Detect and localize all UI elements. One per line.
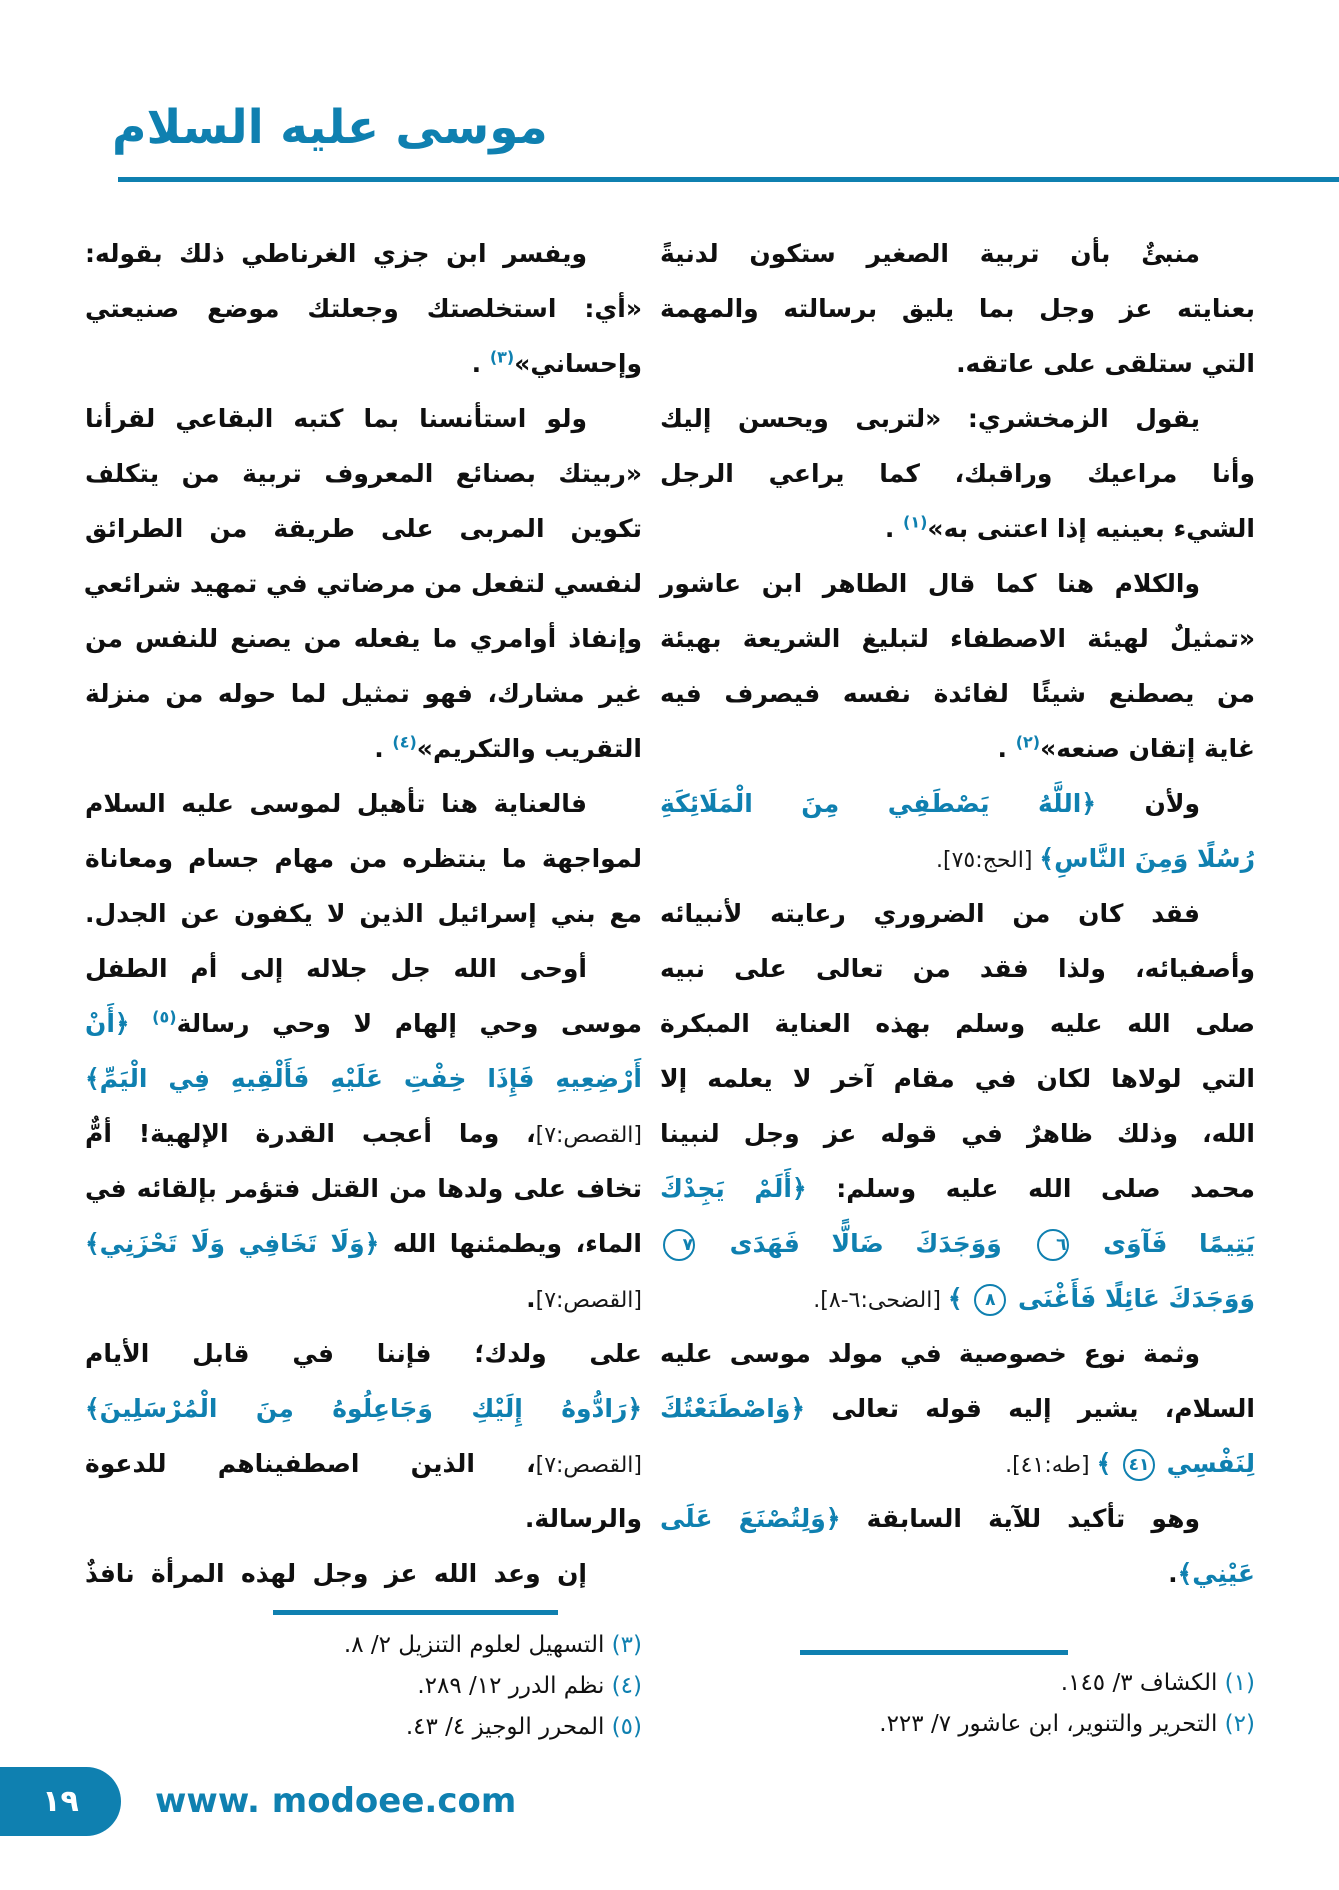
body-text: لمواجهة ما ينتظره من مهام جسام ومعاناة [85, 844, 642, 873]
text-line [660, 501, 1255, 556]
header-divider-rule [118, 177, 1339, 182]
footnote-text: التحرير والتنوير، ابن عاشور ٧/ ٢٢٣. [879, 1711, 1225, 1737]
footnote [85, 1666, 642, 1707]
text-line [85, 501, 642, 556]
body-text: من يصطنع شيئًا لفائدة نفسه فيصرف فيه [660, 679, 1255, 708]
body-text: ، وما أعجب القدرة الإلهية! أمٌّ [85, 1119, 536, 1148]
text-line [85, 1216, 642, 1271]
body-text: صلى الله عليه وسلم بهذه العناية المبكرة [660, 1009, 1255, 1038]
text-line [660, 1381, 1255, 1436]
body-text: والرسالة. [524, 1504, 642, 1533]
text-line [660, 1491, 1255, 1546]
footnotes-left [85, 1625, 642, 1748]
body-text: منبئٌ بأن تربية الصغير ستكون لدنيةً [660, 239, 1200, 268]
text-line [660, 721, 1255, 776]
quran-verse-text: وَوَجَدَكَ ضَالًّا فَهَدَى [698, 1229, 1034, 1258]
text-line [660, 611, 1255, 666]
body-text: تخاف على ولدها من القتل فتؤمر بإلقائه في [85, 1174, 642, 1203]
quran-verse-text: أَرْضِعِيهِ فَإِذَا خِفْتِ عَلَيْهِ فَأَلْقِيهِ فِي الْيَمِّ﴾ [85, 1064, 642, 1093]
footnote-number: (٣) [611, 1632, 642, 1658]
footnote-text: نظم الدرر ١٢/ ٢٨٩. [417, 1673, 612, 1699]
footnote-separator-right [800, 1650, 1068, 1655]
text-line [85, 226, 642, 281]
quran-verse-text: ﴿أَنْ [85, 1009, 130, 1038]
footnotes-right [660, 1663, 1255, 1745]
verse-reference: [القصص:٧] [535, 1123, 642, 1148]
body-text: فالعناية هنا تأهيل لموسى عليه السلام [85, 789, 587, 818]
text-line [85, 1106, 642, 1161]
verse-number-medallion: ٧ [663, 1229, 695, 1261]
text-line [85, 391, 642, 446]
quran-verse-text: عَيْنِي﴾ [1177, 1559, 1255, 1588]
body-text: محمد صلى الله عليه وسلم: [806, 1174, 1256, 1203]
verse-reference: [القصص:٧] [535, 1453, 642, 1478]
body-text: التي لولاها لكان في مقام آخر لا يعلمه إلا [660, 1064, 1255, 1093]
body-text: التي ستلقى على عاتقه. [956, 349, 1255, 378]
body-text: ولو استأنسنا بما كتبه البقاعي لقرأنا [85, 404, 587, 433]
body-text: غير مشارك، فهو تمثيل لما حوله من منزلة [85, 679, 642, 708]
body-text: . [374, 734, 393, 763]
text-line [660, 556, 1255, 611]
verse-reference: [الضحى:٦-٨]. [813, 1288, 948, 1313]
quran-verse-text: ﴾ [947, 1284, 972, 1313]
footnote-text: الكشاف ٣/ ١٤٥. [1060, 1670, 1225, 1696]
text-line [85, 336, 642, 391]
body-text: ، الذين اصطفيناهم للدعوة [85, 1449, 536, 1478]
text-line [85, 1271, 642, 1326]
footnote-number: (١) [1224, 1670, 1255, 1696]
text-line [660, 281, 1255, 336]
footnote-marker: (١) [903, 512, 928, 532]
footnote [85, 1625, 642, 1666]
body-text: . [997, 734, 1016, 763]
text-line [85, 446, 642, 501]
text-line [660, 1271, 1255, 1326]
text-line [85, 1051, 642, 1106]
text-line [85, 281, 642, 336]
verse-number-medallion: ٦ [1037, 1229, 1069, 1261]
body-text: «أي: استخلصتك وجعلتك موضع صنيعتي [85, 294, 642, 323]
quran-verse-text: ﴿أَلَمْ يَجِدْكَ [660, 1174, 807, 1203]
body-text: فقد كان من الضروري رعايته لأنبيائه [660, 899, 1200, 928]
quran-verse-text: ﴿رَادُّوهُ إِلَيْكِ وَجَاعِلُوهُ مِنَ الْمُرْسَلِينَ﴾ [85, 1394, 642, 1423]
quran-verse-text: لِنَفْسِي [1157, 1449, 1255, 1478]
text-line [85, 831, 642, 886]
footnote-separator-left [273, 1610, 558, 1615]
quran-verse-text: وَوَجَدَكَ عَائِلًا فَأَغْنَى [1009, 1284, 1255, 1313]
quran-verse-text: ﴿اللَّهُ يَصْطَفِي مِنَ الْمَلَائِكَةِ [660, 789, 1096, 818]
quran-verse-text: ﴾ [1096, 1449, 1120, 1478]
text-line [85, 1326, 642, 1381]
footnote [660, 1663, 1255, 1704]
text-line [660, 666, 1255, 721]
body-text: وهو تأكيد للآية السابقة [840, 1504, 1200, 1533]
body-text: وأنا مراعيك وراقبك، كما يراعي الرجل [660, 459, 1255, 488]
text-line [85, 886, 642, 941]
body-text: أوحى الله جل جلاله إلى أم الطفل [85, 954, 587, 983]
body-text: «ربيتك بصنائع المعروف تربية من يتكلف [85, 459, 642, 488]
quran-verse-text: ﴿وَلِتُصْنَعَ عَلَى [660, 1504, 841, 1533]
page-number-badge [0, 1767, 121, 1836]
body-text: بعنايته عز وجل بما يليق برسالته والمهمة [660, 294, 1255, 323]
verse-reference: [القصص:٧] [535, 1288, 642, 1313]
text-column-left [85, 226, 642, 1601]
text-line [660, 996, 1255, 1051]
body-text: «تمثيلٌ لهيئة الاصطفاء لتبليغ الشريعة بهيئة [660, 624, 1255, 653]
footnote-marker: (٤) [392, 732, 417, 752]
body-text: يقول الزمخشري: «لتربى ويحسن إليك [660, 404, 1200, 433]
footnote-number: (٤) [611, 1673, 642, 1699]
text-line [660, 391, 1255, 446]
body-text: الماء، ويطمئنها الله [379, 1229, 642, 1258]
website-url: www. modoee.com [155, 1781, 517, 1821]
body-text: تكوين المربى على طريقة من الطرائق [85, 514, 642, 543]
quran-verse-text: ﴿وَاصْطَنَعْتُكَ [660, 1394, 806, 1423]
body-text: وأصفيائه، ولذا فقد من تعالى على نبيه [660, 954, 1255, 983]
text-line [660, 1051, 1255, 1106]
body-text: . [884, 514, 904, 543]
text-line [85, 556, 642, 611]
body-text: الشيء بعينيه إذا اعتنى به» [927, 514, 1255, 543]
body-text: وإنفاذ أوامري ما يفعله من يصنع للنفس من [85, 624, 642, 653]
text-line [85, 721, 642, 776]
body-text [130, 1009, 153, 1038]
text-line [660, 776, 1255, 831]
text-line [85, 776, 642, 831]
body-text: مع بني إسرائيل الذين لا يكفون عن الجدل. [85, 899, 642, 928]
text-line [660, 886, 1255, 941]
text-line [660, 1326, 1255, 1381]
footnote-marker: (٣) [489, 347, 515, 367]
footnote-marker: (٥) [152, 1007, 177, 1027]
body-text: وإحساني» [514, 349, 642, 378]
text-line [85, 1381, 642, 1436]
footnote [660, 1704, 1255, 1745]
text-line [660, 446, 1255, 501]
body-text: . [471, 349, 490, 378]
footnote [85, 1707, 642, 1748]
text-line [660, 1216, 1255, 1271]
text-line [85, 666, 642, 721]
text-line [660, 1546, 1255, 1601]
text-line [660, 226, 1255, 281]
footnote-marker: (٢) [1015, 732, 1041, 752]
body-text: الله، وذلك ظاهرٌ في قوله عز وجل لنبينا [660, 1119, 1255, 1148]
text-line [660, 1436, 1255, 1491]
verse-number-medallion: ٤١ [1123, 1449, 1155, 1481]
quran-verse-text: رُسُلًا وَمِنَ النَّاسِ﴾ [1039, 844, 1255, 873]
text-line [85, 941, 642, 996]
text-line [660, 941, 1255, 996]
body-text: التقريب والتكريم» [416, 734, 642, 763]
body-text: موسى وحي إلهام لا وحي رسالة [176, 1009, 642, 1038]
body-text: لنفسي لتفعل من مرضاتي في تمهيد شرائعي [83, 569, 642, 598]
text-line [85, 996, 642, 1051]
body-text: إن وعد الله عز وجل لهذه المرأة نافذٌ [85, 1559, 587, 1588]
text-line [660, 831, 1255, 886]
body-text: . [1168, 1559, 1178, 1588]
body-text: السلام، يشير إليه قوله تعالى [805, 1394, 1255, 1423]
text-line [85, 1491, 642, 1546]
text-column-right [660, 226, 1255, 1601]
body-text: ويفسر ابن جزي الغرناطي ذلك بقوله: [85, 239, 587, 268]
text-line [660, 1161, 1255, 1216]
footnote-text: التسهيل لعلوم التنزيل ٢/ ٨. [343, 1632, 612, 1658]
text-line [85, 611, 642, 666]
footnote-number: (٢) [1224, 1711, 1255, 1737]
page-title-calligraphy: موسى عليه السلام [112, 100, 548, 155]
verse-reference: [طه:٤١]. [1005, 1453, 1097, 1478]
verse-reference: [الحج:٧٥]. [935, 848, 1040, 873]
body-text: . [526, 1284, 536, 1313]
page-number: ١٩ [42, 1784, 79, 1819]
body-text: غاية إتقان صنعه» [1040, 734, 1255, 763]
text-line [660, 1106, 1255, 1161]
body-text: على ولدك؛ فإننا في قابل الأيام [85, 1339, 642, 1368]
text-line [660, 336, 1255, 391]
text-line [85, 1546, 642, 1601]
body-text: وثمة نوع خصوصية في مولد موسى عليه [660, 1339, 1200, 1368]
body-text: ولأن [1095, 789, 1200, 818]
footnote-text: المحرر الوجيز ٤/ ٤٣. [405, 1714, 612, 1740]
quran-verse-text: يَتِيمًا فَآوَى [1071, 1229, 1256, 1258]
verse-number-medallion: ٨ [974, 1284, 1006, 1316]
text-line [85, 1436, 642, 1491]
body-text: والكلام هنا كما قال الطاهر ابن عاشور [660, 569, 1200, 598]
quran-verse-text: ﴿وَلَا تَخَافِي وَلَا تَحْزَنِي﴾ [85, 1229, 380, 1258]
text-line [85, 1161, 642, 1216]
footnote-number: (٥) [611, 1714, 642, 1740]
